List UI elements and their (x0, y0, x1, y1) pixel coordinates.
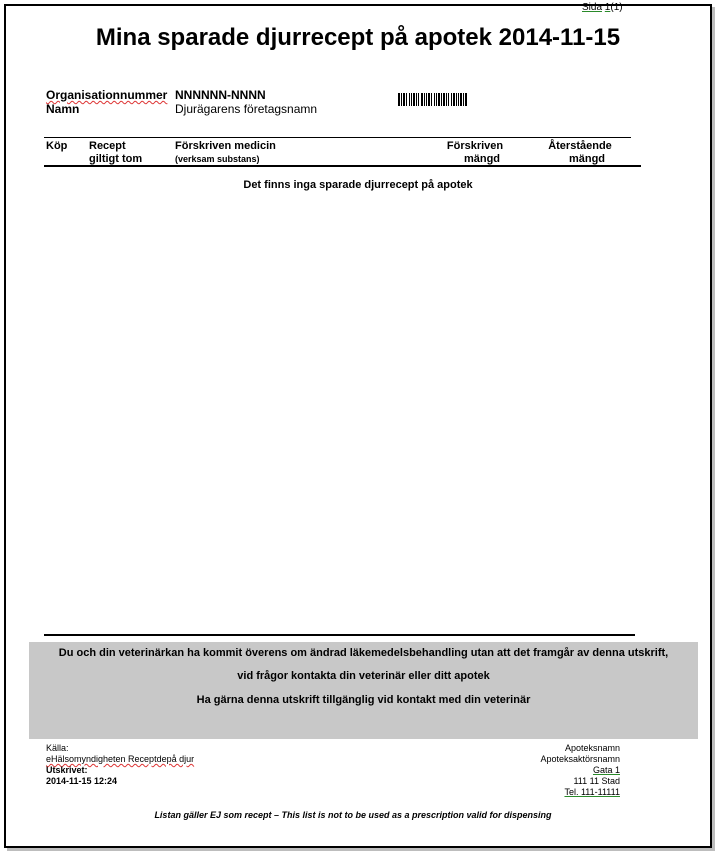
table-header-rule (44, 165, 641, 167)
printed-value: 2014-11-15 12:24 (46, 776, 118, 786)
header-aterstaende (538, 140, 622, 166)
header-recept (89, 140, 142, 166)
name-value: Djurägarens företagsnamn (175, 102, 318, 116)
table-top-rule (44, 137, 631, 138)
pharmacy-street: Gata 1 (592, 765, 620, 775)
header-aterstaende-line2: mängd (568, 153, 606, 165)
page-label: Sida (582, 2, 603, 13)
header-aterstaende-line1: Återstående (548, 140, 612, 152)
pharmacy-operator: Apoteksaktörsnamn (540, 754, 620, 764)
notice-line-2: vid frågor kontakta din veterinär eller ditt apotek (237, 670, 490, 682)
name-label: Namn (46, 102, 80, 116)
disclaimer: Listan gäller EJ som recept – This list is not to be used as a prescription valid for dispensing (154, 810, 552, 820)
notice-box (29, 642, 698, 739)
printed-label: Utskrivet: (46, 765, 88, 775)
header-recept-line1: Recept (89, 140, 126, 152)
header-medicin-line2: (verksam substans) (175, 154, 260, 164)
pharmacy-postal: 111 11 Stad (573, 776, 620, 786)
header-forskriven-line2: mängd (463, 153, 501, 165)
org-number-value: NNNNNN-NNNN (175, 88, 266, 102)
barcode (398, 93, 516, 106)
footer-pharmacy (540, 743, 620, 798)
header-kop: Köp (46, 140, 68, 152)
header-medicin-line1: Förskriven medicin (175, 140, 276, 152)
document-title: Mina sparade djurrecept på apotek 2014-11-15 (95, 24, 621, 51)
source-value: eHälsomyndigheten Receptdepå djur (46, 754, 195, 764)
table-bottom-rule (44, 634, 635, 636)
page-current: 1 (604, 2, 611, 13)
pharmacy-name: Apoteksnamn (564, 743, 620, 753)
notice-line-1: Du och din veterinärkan ha kommit överens om ändrad läkemedelsbehandling utan att det framgår av denna utskrift, (58, 647, 669, 659)
source-label: Källa: (46, 743, 69, 753)
empty-list-message: Det finns inga sparade djurrecept på apotek (243, 179, 473, 191)
page-number (582, 2, 623, 13)
org-number-label: Organisationnummer (46, 88, 168, 102)
page-total: (1) (610, 2, 623, 13)
header-recept-line2: giltigt tom (89, 153, 143, 165)
pharmacy-phone: Tel. 111-11111 (564, 787, 620, 797)
footer-source (46, 743, 194, 787)
header-forskriven (438, 140, 512, 166)
header-medicin (175, 140, 276, 166)
header-forskriven-line1: Förskriven (446, 140, 504, 152)
notice-line-3: Ha gärna denna utskrift tillgänglig vid kontakt med din veterinär (196, 694, 531, 706)
